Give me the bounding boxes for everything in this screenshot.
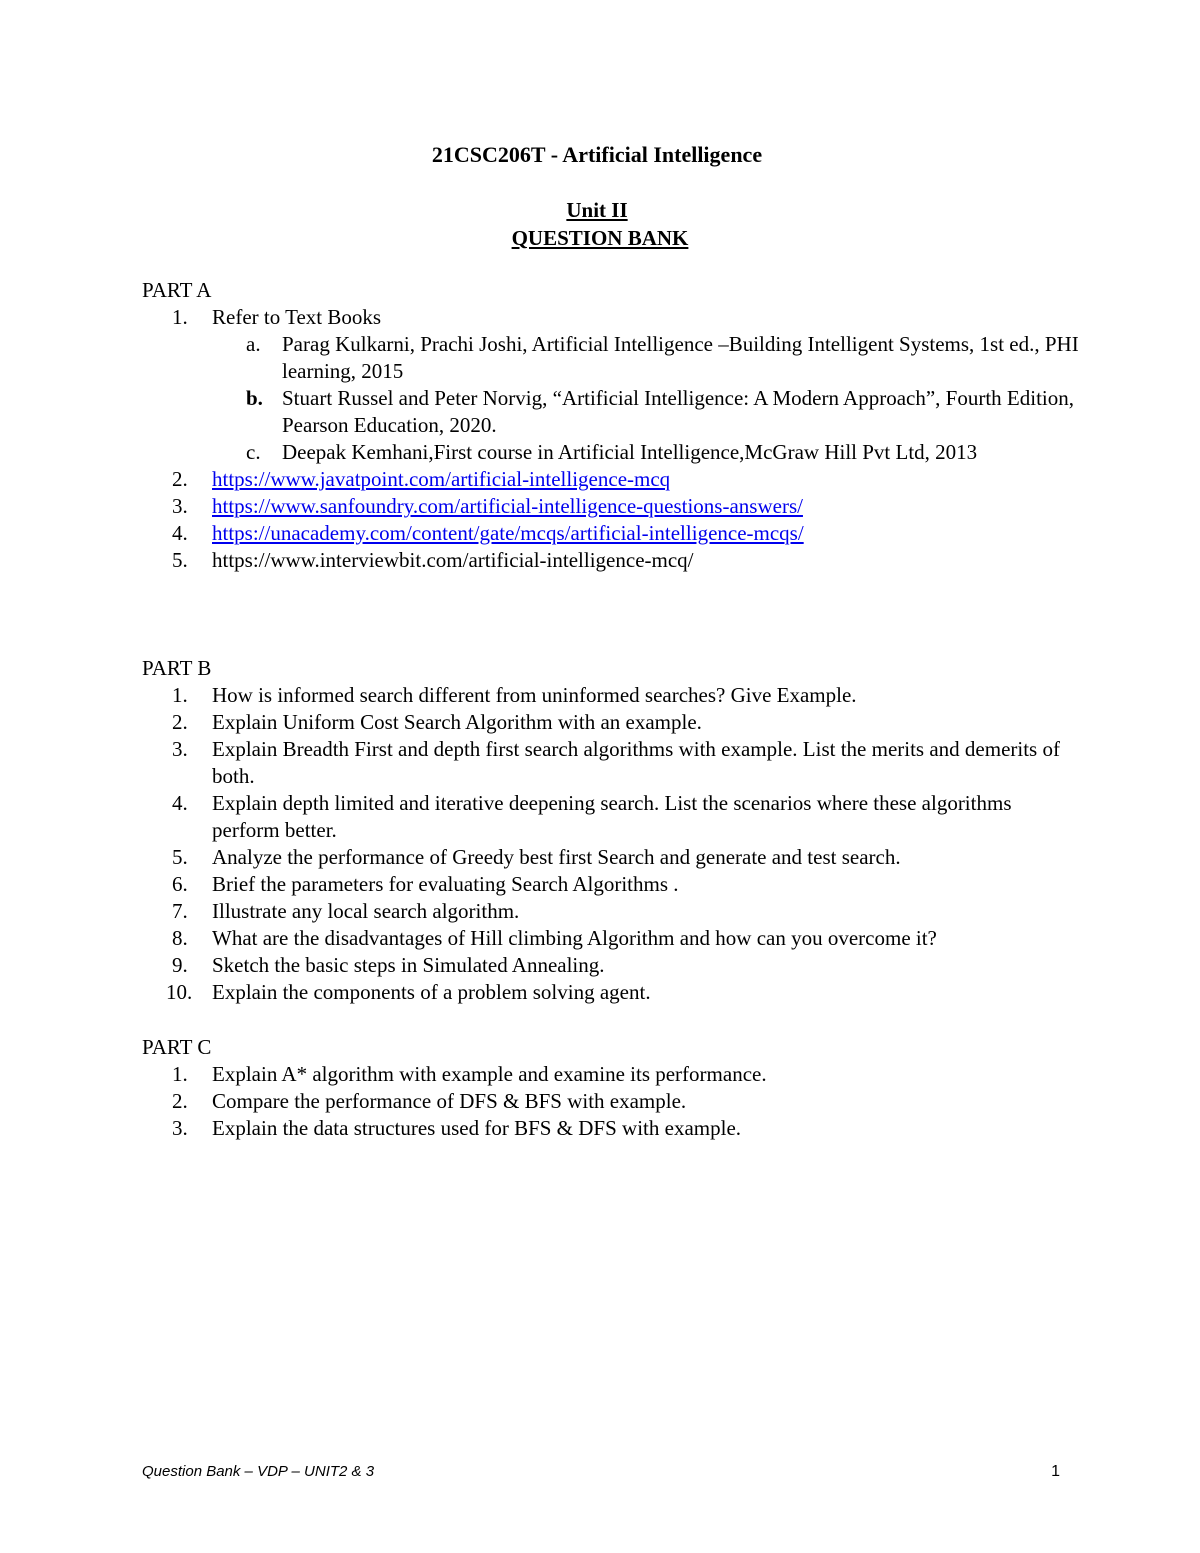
list-item	[142, 520, 1082, 547]
question-item	[142, 898, 1082, 925]
list-item	[142, 547, 1082, 574]
unit-title: Unit II	[566, 198, 628, 222]
book-letter: b.	[246, 386, 263, 410]
item-number: 1.	[172, 305, 188, 329]
part-b-heading: PART B	[142, 656, 212, 680]
question-text: Explain Breadth First and depth first search algorithms with example. List the merits and demerits of both.	[212, 737, 1060, 788]
page-footer	[142, 1463, 1060, 1480]
page-title: 21CSC206T - Artificial Intelligence	[431, 142, 763, 167]
javatpoint-link[interactable]: https://www.javatpoint.com/artificial-intelligence-mcq	[212, 467, 671, 491]
question-number: 1.	[172, 1062, 188, 1086]
item-number: 3.	[172, 494, 188, 518]
item-number: 2.	[172, 467, 188, 491]
part-c-section	[142, 1034, 1082, 1142]
book-letter: a.	[246, 332, 261, 356]
book-text: Parag Kulkarni, Prachi Joshi, Artificial Intelligence –Building Intelligent Systems, 1st ed., PHI learning, 2015	[282, 332, 1079, 383]
question-item	[142, 1088, 1082, 1115]
question-item	[142, 736, 1082, 790]
question-number: 2.	[172, 1089, 188, 1113]
question-number: 5.	[172, 845, 188, 869]
question-number: 6.	[172, 872, 188, 896]
question-text: Explain the data structures used for BFS & DFS with example.	[212, 1116, 742, 1140]
item-number: 4.	[172, 521, 188, 545]
question-text: Analyze the performance of Greedy best first Search and generate and test search.	[212, 845, 901, 869]
question-number: 7.	[172, 899, 188, 923]
question-text: Sketch the basic steps in Simulated Annealing.	[212, 953, 605, 977]
question-bank-title: QUESTION BANK	[511, 226, 689, 250]
question-text: Explain depth limited and iterative deepening search. List the scenarios where these algorithms perform better.	[212, 791, 1012, 842]
item-number: 5.	[172, 548, 188, 572]
part-b-section	[142, 655, 1082, 1006]
question-text: Explain the components of a problem solving agent.	[212, 980, 651, 1004]
book-letter: c.	[246, 440, 261, 464]
interviewbit-url-text: https://www.interviewbit.com/artificial-intelligence-mcq/	[212, 548, 694, 572]
question-number: 8.	[172, 926, 188, 950]
question-number: 10.	[166, 980, 193, 1004]
book-item	[142, 385, 1082, 439]
question-item	[142, 1115, 1082, 1142]
question-text: Illustrate any local search algorithm.	[212, 899, 520, 923]
question-text: Brief the parameters for evaluating Search Algorithms .	[212, 872, 679, 896]
question-number: 2.	[172, 710, 188, 734]
list-item	[142, 466, 1082, 493]
question-item	[142, 844, 1082, 871]
book-item	[142, 331, 1082, 385]
question-text: Explain Uniform Cost Search Algorithm with an example.	[212, 710, 702, 734]
question-item	[142, 925, 1082, 952]
question-text: How is informed search different from uninformed searches? Give Example.	[212, 683, 857, 707]
book-text: Deepak Kemhani,First course in Artificial Intelligence,McGraw Hill Pvt Ltd, 2013	[282, 440, 978, 464]
book-item	[142, 439, 1082, 466]
question-item	[142, 952, 1082, 979]
unacademy-link[interactable]: https://unacademy.com/content/gate/mcqs/artificial-intelligence-mcqs/	[212, 521, 804, 545]
part-c-heading: PART C	[142, 1035, 212, 1059]
question-number: 1.	[172, 683, 188, 707]
question-item	[142, 709, 1082, 736]
sanfoundry-link[interactable]: https://www.sanfoundry.com/artificial-intelligence-questions-answers/	[212, 494, 803, 518]
question-item	[142, 979, 1082, 1006]
page-number: 1	[1051, 1463, 1060, 1480]
question-number: 9.	[172, 953, 188, 977]
question-item	[142, 682, 1082, 709]
question-number: 4.	[172, 791, 188, 815]
question-text: What are the disadvantages of Hill climbing Algorithm and how can you overcome it?	[212, 926, 937, 950]
part-a-heading: PART A	[142, 278, 212, 302]
question-item	[142, 790, 1082, 844]
question-item	[142, 871, 1082, 898]
question-number: 3.	[172, 737, 188, 761]
item-text: Refer to Text Books	[212, 305, 382, 329]
part-a-section	[142, 277, 1082, 574]
question-text: Compare the performance of DFS & BFS with example.	[212, 1089, 687, 1113]
footer-text: Question Bank – VDP – UNIT2 & 3	[142, 1463, 375, 1480]
book-text: Stuart Russel and Peter Norvig, “Artificial Intelligence: A Modern Approach”, Fourth Edition, Pearson Education, 2020.	[282, 386, 1075, 437]
question-text: Explain A* algorithm with example and examine its performance.	[212, 1062, 767, 1086]
question-number: 3.	[172, 1116, 188, 1140]
question-item	[142, 1061, 1082, 1088]
list-item	[142, 304, 1082, 331]
list-item	[142, 493, 1082, 520]
